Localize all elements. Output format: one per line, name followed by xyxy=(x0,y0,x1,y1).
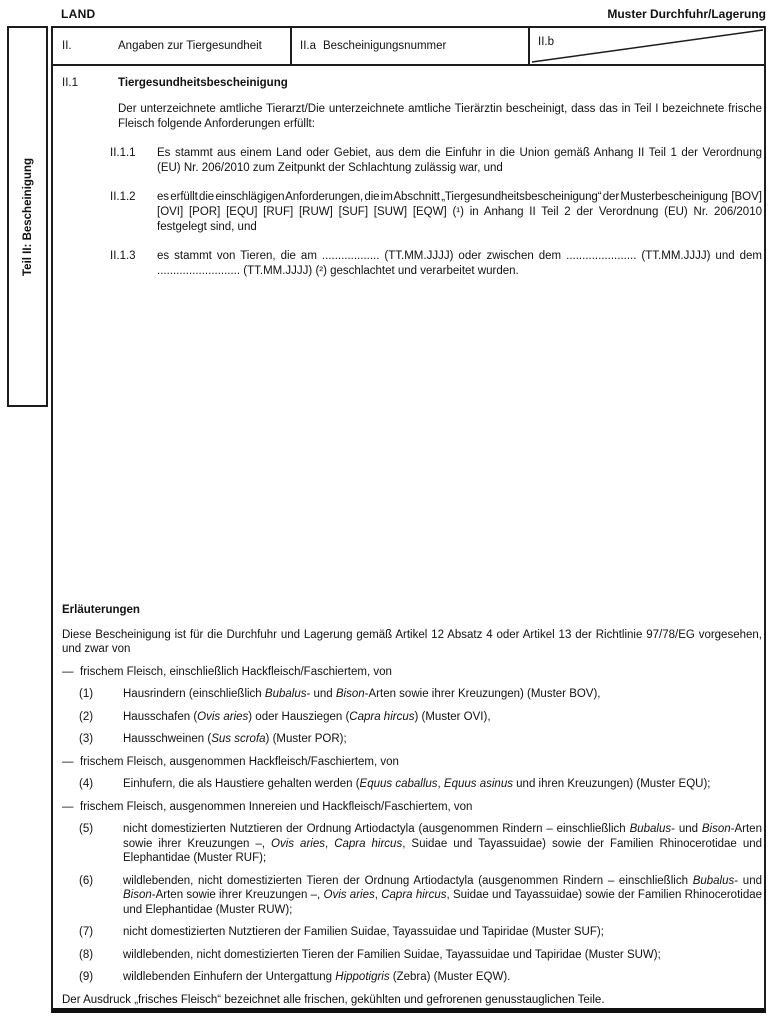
notes-footer: Der Ausdruck „frisches Fleisch“ bezeichnet alle frischen, gekühlten und gefrorenen genusstauglichen Teile. xyxy=(62,993,605,1006)
clause-ii11-text: Es stammt aus einem Land oder Gebiet, aus dem die Einfuhr in die Union gemäß Anhang II Teil 1 der Verordnung (EU) Nr. 206/2010 zum Zeitpunkt der Schlachtung zulässig war, und xyxy=(157,147,762,174)
clause-ii12-number: II.1.2 xyxy=(110,191,136,203)
note-entry-4 xyxy=(79,777,762,792)
note-number: (5) xyxy=(79,823,94,835)
clause-ii13-text: es stammt von Tieren, die am .................. (TT.MM.JJJJ) oder zwischen dem ...................... (TT.MM.JJJJ) und dem .......................... (TT.MM.JJJJ) (²) geschlachtet und verarbeitet wurden. xyxy=(157,250,762,277)
note-number: (9) xyxy=(79,971,94,983)
clause-ii13-number: II.1.3 xyxy=(110,250,136,262)
note-entry-2 xyxy=(79,710,762,725)
note-text: wildlebenden, nicht domestizierten Tieren der Ordnung Artiodactyla (ausgenommen Rindern – einschließlich Bubalus- und Bison-Arten sowie ihrer Kreuzungen –, Ovis aries, Capra hircus, Suidae und Tayassuidae) sowie der Familien Rhinocerotidae und Elephantidae (Muster RUW); xyxy=(123,874,763,916)
clause-ii11-number: II.1.1 xyxy=(110,147,136,159)
note-entry-5 xyxy=(79,822,762,866)
note-number: (8) xyxy=(79,948,94,961)
note-entry-8 xyxy=(79,948,762,963)
notes-intro: Diese Bescheinigung ist für die Durchfuhr und Lagerung gemäß Artikel 12 Absatz 4 oder Artikel 13 der Richtlinie 97/78/EG vorgesehen, und zwar von xyxy=(62,628,762,655)
table-header-row xyxy=(53,28,764,66)
clause-ii12-text-tight: es erfüllt die einschlägigen Anforderungen, die im Abschnitt „Tiergesundheitsbescheinigung“ der Musterbescheinigung xyxy=(157,191,728,203)
dash-marker: — xyxy=(62,755,74,768)
section-ii1-heading xyxy=(62,76,762,91)
diagonal-strikethrough-line xyxy=(530,28,764,64)
clause-ii12-text xyxy=(157,190,762,235)
note-text: Hausschafen (Ovis aries) oder Hausziegen (Capra hircus) (Muster OVI), xyxy=(123,710,491,723)
header-num-iia: II.a xyxy=(300,40,316,52)
note-entry-9 xyxy=(79,970,762,985)
model-title: Muster Durchfuhr/Lagerung xyxy=(607,7,766,21)
dash-marker: — xyxy=(62,800,74,813)
header-cell-iib xyxy=(528,28,764,64)
note-entry-1 xyxy=(79,687,762,702)
note-text: nicht domestizierten Nutztieren der Familien Suidae, Tayassuidae und Tapiridae (Muster SUF); xyxy=(123,926,604,938)
blank-area xyxy=(62,279,762,603)
country-label: LAND xyxy=(61,7,96,21)
note-entry-dash-1 xyxy=(62,665,762,680)
header-label-certificate-number: Bescheinigungsnummer xyxy=(322,40,447,52)
note-number: (4) xyxy=(79,778,94,790)
dash-marker: — xyxy=(62,665,74,678)
note-number: (1) xyxy=(79,688,94,700)
note-text: nicht domestizierten Nutztieren der Ordnung Artiodactyla (ausgenommen Rindern – einschließlich Bubalus- und Bison-Arten sowie ihrer Kreuzungen –, Ovis aries, Capra hircus, Suidae und Tayassuidae) sowie der Familien Rhinocerotidae und Elephantidae (Muster RUF); xyxy=(123,823,763,864)
note-entry-3 xyxy=(79,732,762,747)
notes-title: Erläuterungen xyxy=(62,604,140,616)
note-entry-dash-3 xyxy=(62,800,762,815)
section-ii1-title: Tiergesundheitsbescheinigung xyxy=(118,77,288,89)
note-text: frischem Fleisch, einschließlich Hackfleisch/Faschiertem, von xyxy=(80,665,392,678)
part-ii-vertical-label: Teil II: Bescheinigung xyxy=(21,157,34,276)
clause-ii13 xyxy=(110,249,762,279)
note-text: frischem Fleisch, ausgenommen Hackfleisch/Faschiertem, von xyxy=(80,755,399,768)
page-header xyxy=(0,5,772,23)
header-num-ii: II. xyxy=(62,40,72,52)
header-num-iib: II.b xyxy=(538,36,554,48)
note-text: Hausschweinen (Sus scrofa) (Muster POR); xyxy=(123,733,347,745)
note-number: (7) xyxy=(79,926,94,938)
note-entry-6 xyxy=(79,874,762,918)
clause-ii12 xyxy=(110,190,762,235)
note-text: wildlebenden Einhufern der Untergattung Hippotigris (Zebra) (Muster EQW). xyxy=(123,971,511,983)
section-ii1-intro: Der unterzeichnete amtliche Tierarzt/Die unterzeichnete amtliche Tierärztin bescheinigt, dass das in Teil I bezeichnete frische Fleisch folgende Anforderungen erfüllt: xyxy=(118,103,762,130)
note-entry-dash-2 xyxy=(62,755,762,770)
certificate-body xyxy=(53,66,764,1008)
header-label-animal-health: Angaben zur Tiergesundheit xyxy=(118,40,262,52)
note-number: (3) xyxy=(79,733,94,745)
note-number: (2) xyxy=(79,710,94,723)
section-ii1-number: II.1 xyxy=(62,77,78,89)
clause-ii11 xyxy=(110,146,762,176)
note-entry-7 xyxy=(79,925,762,940)
note-text: wildlebenden, nicht domestizierten Tieren der Familien Suidae, Tayassuidae und Tapiridae (Muster SUW); xyxy=(123,948,661,961)
clause-ii12-text-rest: [BOV] [OVI] [POR] [EQU] [RUF] [RUW] [SUF] [SUW] [EQW] (¹) in Anhang II Teil 2 der Verordnung (EU) Nr. 206/2010 festgelegt sind, und xyxy=(157,191,762,233)
note-text: Hausrindern (einschließlich Bubalus- und Bison-Arten sowie ihrer Kreuzungen) (Muster BOV), xyxy=(123,688,601,700)
header-cell-animal-health xyxy=(53,28,290,64)
part-ii-sidebar xyxy=(7,26,48,407)
header-cell-certificate-number xyxy=(290,28,528,64)
notes-section xyxy=(62,603,762,1007)
note-text: frischem Fleisch, ausgenommen Innereien und Hackfleisch/Faschiertem, von xyxy=(80,800,473,813)
note-number: (6) xyxy=(79,874,94,887)
note-text: Einhufern, die als Haustiere gehalten werden (Equus caballus, Equus asinus und ihren Kreuzungen) (Muster EQU); xyxy=(123,778,711,790)
certificate-table xyxy=(51,26,766,1013)
